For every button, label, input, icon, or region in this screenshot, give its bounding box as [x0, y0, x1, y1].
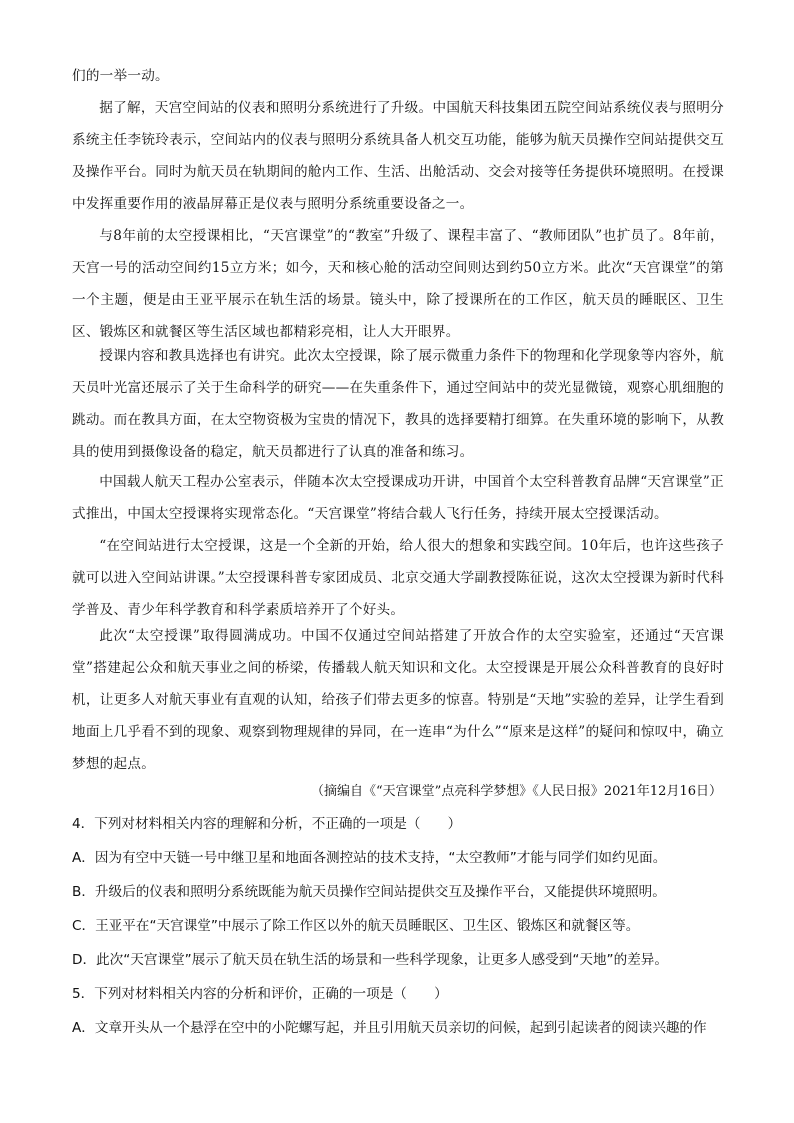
question-4: 4．下列对材料相关内容的理解和分析，不正确的一项是（ ） [72, 816, 462, 832]
question-4-option-c: C．王亚平在“天宫课堂”中展示了除工作区以外的航天员睡眠区、卫生区、锻炼区和就餐区等。 [72, 918, 640, 934]
article-paragraph-5: “在空间站进行太空授课，这是一个全新的开始，给人很大的想象和实践空间。10年后，也许这些孩子就可以进入空间站讲课。”太空授课科普专家团成员、北京交通大学副教授陈征说，这次太空授课为新时代科学普及、青少年科学教育和科学素质培养开了个好头。 [72, 538, 724, 618]
question-4-option-b: B．升级后的仪表和照明分系统既能为航天员操作空间站提供交互及操作平台，又能提供环境照明。 [72, 884, 666, 900]
article-paragraph-4: 中国载人航天工程办公室表示，伴随本次太空授课成功开讲，中国首个太空科普教育品牌“天宫课堂”正式推出，中国太空授课将实现常态化。“天宫课堂”将结合载人飞行任务，持续开展太空授课活动。 [72, 474, 724, 522]
article-paragraph-1: 据了解，天宫空间站的仪表和照明分系统进行了升级。中国航天科技集团五院空间站系统仪表与照明分系统主任李铳玲表示，空间站内的仪表与照明分系统具备人机交互功能，能够为航天员操作空间站提供交互及操作平台。同时为航天员在轨期间的舱内工作、生活、出舱活动、交会对接等任务提供环境照明。在授课中发挥重要作用的液晶屏幕正是仪表与照明分系统重要设备之一。 [72, 100, 724, 212]
question-4-option-d: D．此次“天宫课堂”展示了航天员在轨生活的场景和一些科学现象，让更多人感受到“天地”的差异。 [72, 952, 668, 968]
article-paragraph-3: 授课内容和教具选择也有讲究。此次太空授课，除了展示微重力条件下的物理和化学现象等内容外，航天员叶光富还展示了关于生命科学的研究——在失重条件下，通过空间站中的荧光显微镜，观察心肌细胞的跳动。而在教具方面，在太空物资极为宝贵的情况下，教具的选择要精打细算。在失重环境的影响下，从教具的使用到摄像设备的稳定，航天员都进行了认真的准备和练习。 [72, 348, 724, 460]
question-5: 5．下列对材料相关内容的分析和评价，正确的一项是（ ） [72, 986, 448, 1002]
question-5-option-a: A．文章开头从一个悬浮在空中的小陀螺写起，并且引用航天员亲切的问候，起到引起读者的阅读兴趣的作 [72, 1020, 707, 1036]
article-paragraph-6: 此次“太空授课”取得圆满成功。中国不仅通过空间站搭建了开放合作的太空实验室，还通过“天宫课堂”搭建起公众和航天事业之间的桥梁，传播载人航天知识和文化。太空授课是开展公众科普教育的良好时机，让更多人对航天事业有直观的认知，给孩子们带去更多的惊喜。特别是“天地”实验的差异，让学生看到地面上几乎看不到的现象、观察到物理规律的异同，在一连串“为什么”“原来是这样”的疑问和惊叹中，确立梦想的起点。 [72, 628, 724, 772]
question-4-option-a: A．因为有空中天链一号中继卫星和地面各测控站的技术支持，“太空教师”才能与同学们如约见面。 [72, 850, 667, 866]
article-paragraph-2: 与8年前的太空授课相比，“天宫课堂”的“教室”升级了、课程丰富了、“教师团队”也扩员了。8年前，天宫一号的活动空间约15立方米；如今，天和核心舱的活动空间则达到约50立方米。此次“天宫课堂”的第一个主题，便是由王亚平展示在轨生活的场景。镜头中，除了授课所在的工作区，航天员的睡眠区、卫生区、锻炼区和就餐区等生活区域也都精彩亮相，让人大开眼界。 [72, 228, 724, 340]
article-source: （摘编自《“天宫课堂”点亮科学梦想》《人民日报》2021年12月16日） [311, 784, 722, 799]
article-paragraph-0: 们的一举一动。 [72, 68, 169, 84]
